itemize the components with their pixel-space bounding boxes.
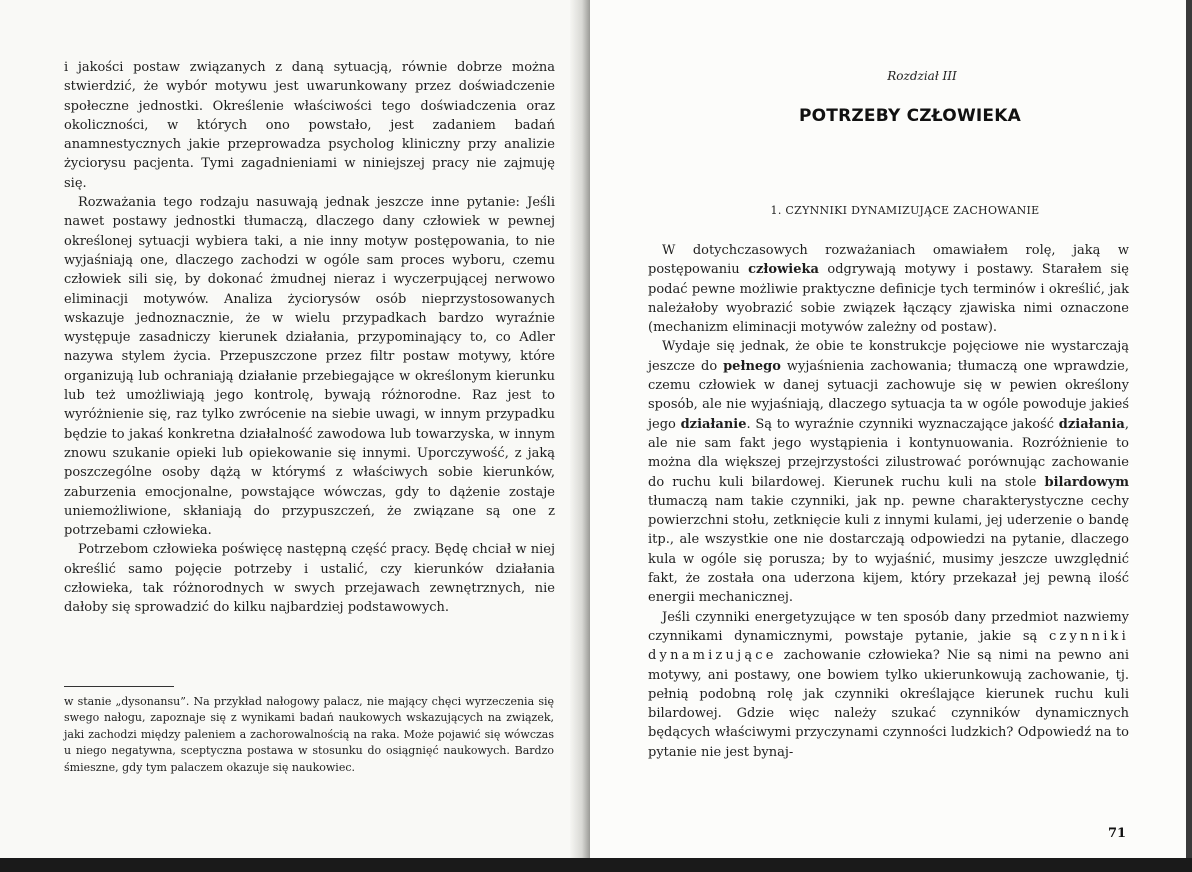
footnote-rule	[64, 686, 174, 687]
text-run: wyjaśnienia zachowania; tłumaczą one wprawdzie, czemu człowiek w danej sytuacji zachowuje się w pewien określony sposób, ale nie wyjaśniają, dlaczego sytuacja ta w ogóle powoduje jakieś jego	[648, 358, 1129, 432]
scan-edge	[1186, 0, 1192, 872]
left-page	[0, 0, 590, 872]
bold-run: działania	[1058, 416, 1125, 432]
bold-run: bilardowym	[1044, 474, 1129, 490]
left-body-text	[64, 58, 555, 618]
text-run: , ale nie sam fakt jego wystąpienia i kontynuowania. Rozróżnienie to można dla większej przejrzystości zilustrować porównując zachowanie do ruchu kuli bilardowej. Kierunek ruchu kuli na stole	[648, 416, 1129, 490]
paragraph	[648, 337, 1129, 607]
text-run: zachowanie człowieka? Nie są nimi na pewno ani motywy, ani postawy, one bowiem tylko ukierunkowują zachowanie, tj. pełnią podobną rolę jak czynniki określające kierunek ruchu kuli bilardowej. Gdzie więc należy szukać czynników dynamicznych będących właściwymi przyczynami czynności ludzkich? Odpowiedź na to pytanie nie jest bynaj-	[648, 648, 1129, 760]
text-run: W dotychczasowych rozważaniach omawiałem rolę, jaką w postępowaniu	[648, 243, 1129, 278]
text-run: odgrywają motywy i postawy. Starałem się podać pewne możliwie praktyczne definicje tych terminów i określić, jak należałoby wyobrazić sobie związek łączący zjawiska nimi oznaczone (mechanizm eliminacji motywów zależny od postaw).	[648, 262, 1129, 336]
scan-bottom-edge	[0, 858, 1192, 872]
text-run: . Są to wyraźnie czynniki wyznaczające jakość	[746, 416, 1059, 432]
paragraph: Potrzebom człowieka poświęcę następną część pracy. Będę chciał w niej określić samo pojęcie potrzeby i ustalić, czy kierunków działania człowieka, tak różnorodnych w swych przejawach zewnętrznych, nie dałoby się sprowadzić do kilku najbardziej podstawowych.	[64, 542, 555, 616]
bold-run: działanie	[680, 416, 747, 432]
paragraph: i jakości postaw związanych z daną sytuacją, równie dobrze można stwierdzić, że wybór motywu jest uwarunkowany przez doświadczenie społeczne jednostki. Określenie właściwości tego doświadczenia oraz okoliczności, w których ono powstało, jest zadaniem badań anamnestycznych jakie przeprowadza psycholog kliniczny przy analizie życiorysu pacjenta. Tymi zagadnieniami w niniejszej pracy nie zajmuję się.	[64, 60, 555, 191]
chapter-label: Rozdział III	[887, 69, 957, 83]
footnote: w stanie „dysonansu”. Na przykład nałogowy palacz, nie mający chęci wyrzeczenia się swego nałogu, zapoznaje się z wynikami badań naukowych wskazujących na związek, jaki zachodzi między paleniem a zachorowalnością na raka. Może pojawić się wówczas u niego negatywna, sceptyczna postawa w stosunku do osiągnięć naukowych. Bardzo śmieszne, gdy tym palaczem okazuje się naukowiec.	[64, 695, 554, 774]
paragraph: Rozważania tego rodzaju nasuwają jednak jeszcze inne pytanie: Jeśli nawet postawy jednostki tłumaczą, dlaczego dany człowiek w pewnej określonej sytuacji wybiera taki, a nie inny motyw postępowania, to nie wyjaśniają one, dlaczego zachodzi w ogóle sam proces wyboru, czemu człowiek sili się, by dokonać żmudnej nieraz i wyczerpującej nerwowo eliminacji motywów. Analiza życiorysów osób nieprzystosowanych wskazuje jednoznacznie, że w wielu przypadkach bardzo wyraźnie występuje zasadniczy kierunek działania, przypominający to, co Adler nazywa stylem życia. Przepuszczone przez filtr postaw motywy, które organizują lub ochraniają działanie przebiegające w określonym kierunku lub też umożliwiają jego kontrolę, bywają różnorodne. Raz jest to wyróżnienie się, raz tylko zwrócenie na siebie uwagi, w innym przypadku będzie to jakaś konkretna działalność zawodowa lub towarzyska, w innym znowu szukanie opieki lub opiekowanie się innymi. Uporczywość, z jaką poszczególne osoby dążą w którymś z właściwych sobie kierunków, zaburzenia emocjonalne, powstające wówczas, gdy to dążenie zostaje uniemożliwione, skłaniają do przypuszczeń, że związane są one z potrzebami człowieka.	[64, 195, 555, 539]
page-number: 71	[1108, 826, 1127, 841]
text-run: tłumaczą nam takie czynniki, jak np. pewne charakterystyczne cechy powierzchni stołu, zetknięcie kuli z innymi kulami, jej uderzenie o bandę itp., ale wszystkie one nie dostarczają odpowiedzi na pytanie, dlaczego kula w ogóle się porusza; by to wyjaśnić, musimy jeszcze uwzględnić fakt, że została ona uderzona kijem, który przekazał jej pewną ilość energii mechanicznej.	[648, 493, 1129, 606]
section-heading: 1. CZYNNIKI DYNAMIZUJĄCE ZACHOWANIE	[770, 204, 1040, 217]
bold-run: pełnego	[723, 358, 781, 374]
text-run: Jeśli czynniki energetyzujące w ten sposób dany przedmiot nazwiemy czynnikami dynamicznymi, powstaje pytanie, jakie są	[648, 609, 1129, 644]
paragraph	[648, 608, 1129, 762]
text-run: Wydaje się jednak, że obie te konstrukcje pojęciowe nie wystarczają jeszcze do	[648, 339, 1129, 374]
right-body-text	[648, 241, 1129, 762]
chapter-title: POTRZEBY CZŁOWIEKA	[799, 106, 1021, 126]
paragraph	[648, 241, 1129, 337]
spaced-emphasis: czynniki dynamizujące	[648, 628, 1129, 664]
bold-run: człowieka	[748, 262, 819, 278]
